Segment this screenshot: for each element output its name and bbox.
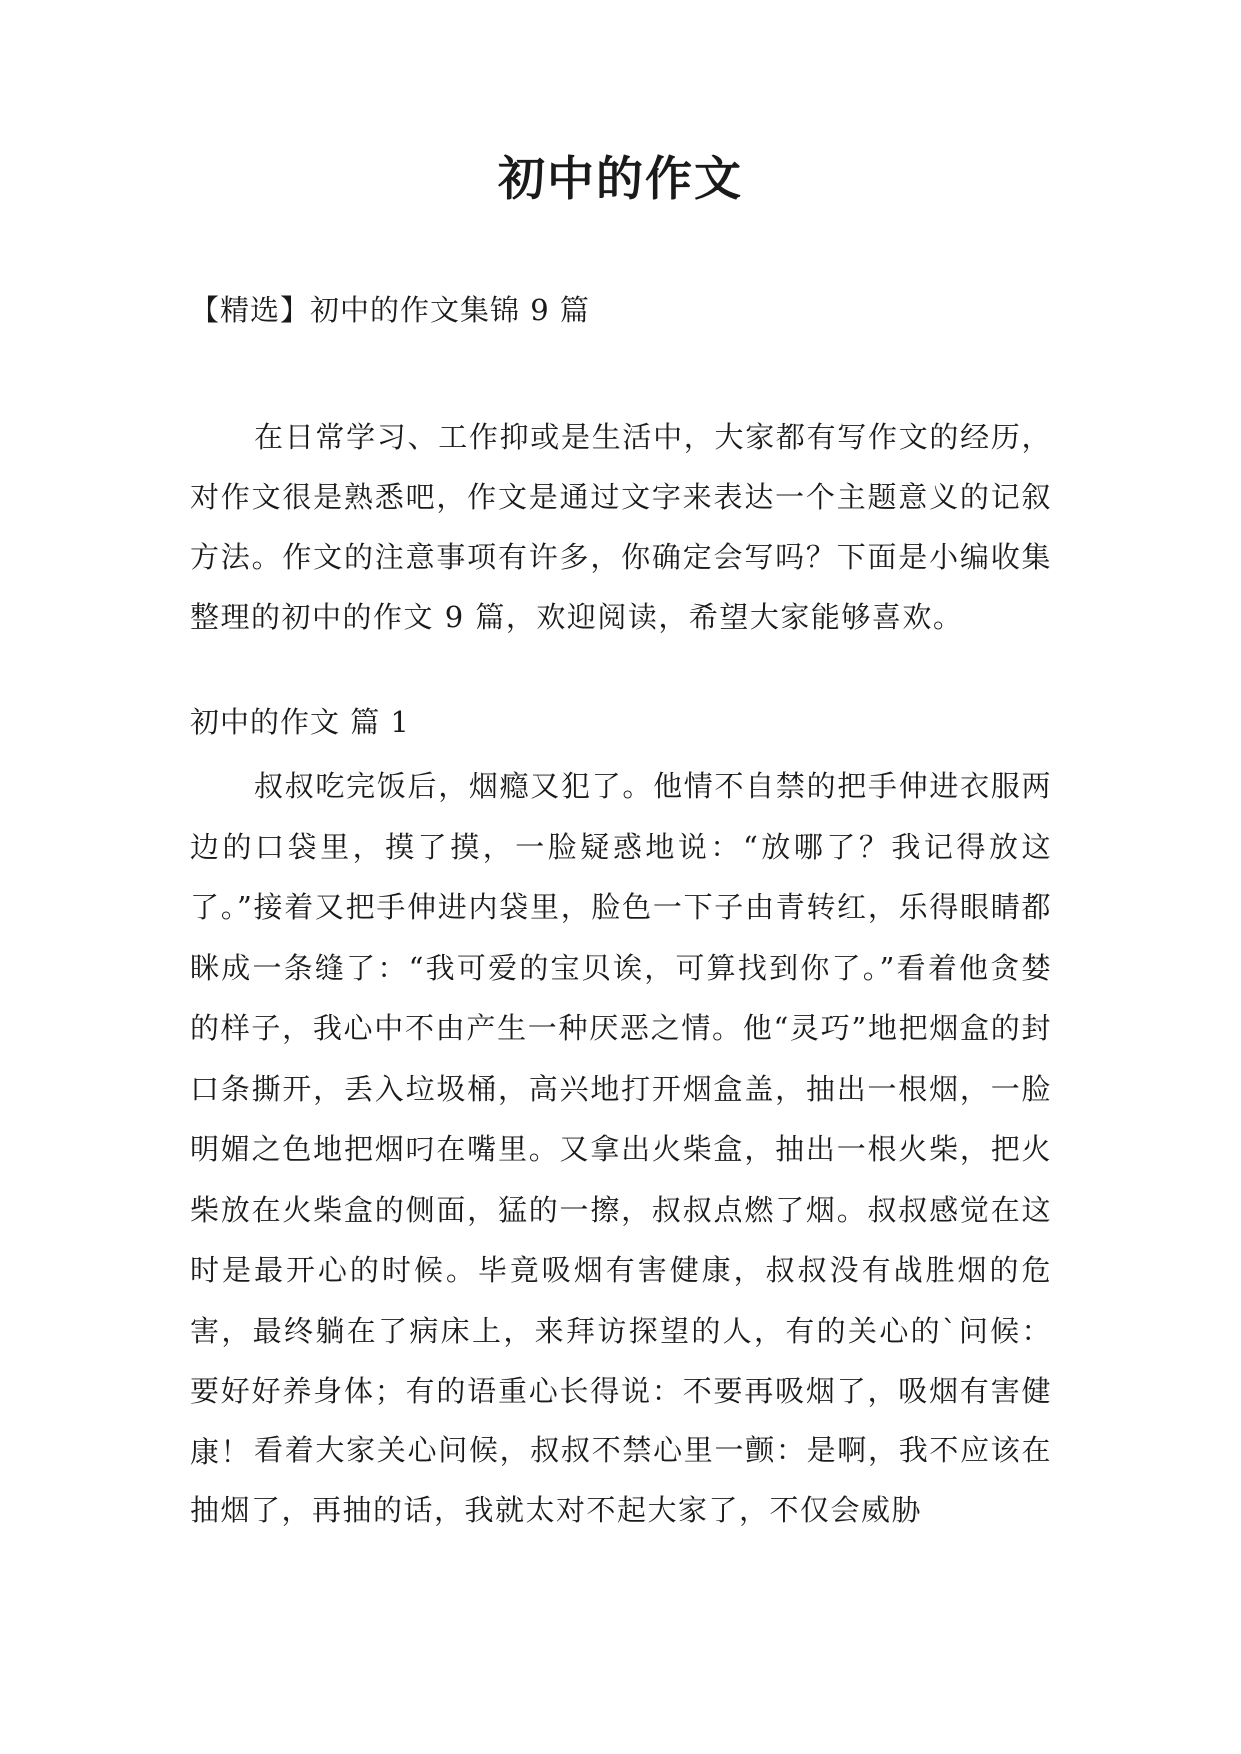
document-subtitle: 【精选】初中的作文集锦 9 篇 xyxy=(190,293,590,327)
intro-paragraph: 在日常学习、工作抑或是生活中，大家都有写作文的经历，对作文很是熟悉吧，作文是通过文字来表达一个主题意义的记叙方法。作文的注意事项有许多，你确定会写吗？下面是小编收集整理的初中的作文 9 篇，欢迎阅读，希望大家能够喜欢。 xyxy=(190,420,1052,634)
body-paragraph: 看着大家关心问候，叔叔不禁心里一颤：是啊，我不应该在抽烟了，再抽的话，我就太对不起大家了，不仅会威胁 xyxy=(190,1433,1052,1527)
section-heading: 初中的作文 篇 1 xyxy=(190,705,410,739)
document-title: 初中的作文 xyxy=(498,152,743,207)
body-paragraph: 叔叔吃完饭后，烟瘾又犯了。他情不自禁的把手伸进衣服两边的口袋里，摸了摸，一脸疑惑地说：“放哪了？我记得放这了。”接着又把手伸进内袋里，脸色一下子由青转红，乐得眼睛都眯成一条缝了：“我可爱的宝贝诶，可算找到你了。”看着他贪婪的样子，我心中不由产生一种厌恶之情。他“灵巧”地把烟盒的封口条撕开，丢入垃圾桶，高兴地打开烟盒盖，抽出一根烟，一脸明媚之色地把烟叼在嘴里。又拿出火柴盒，抽出一根火柴，把火柴放在火柴盒的侧面，猛的一擦，叔叔点燃了烟。叔叔感觉在这时是最开心的时候。毕竟吸烟有害健康，叔叔没有战胜烟的危害，最终躺在了病床上，来拜访探望的人，有的关心的`问候：要好好养身体；有的语重心长得说：不要再吸烟了，吸烟有害健康！ xyxy=(190,769,1052,1469)
